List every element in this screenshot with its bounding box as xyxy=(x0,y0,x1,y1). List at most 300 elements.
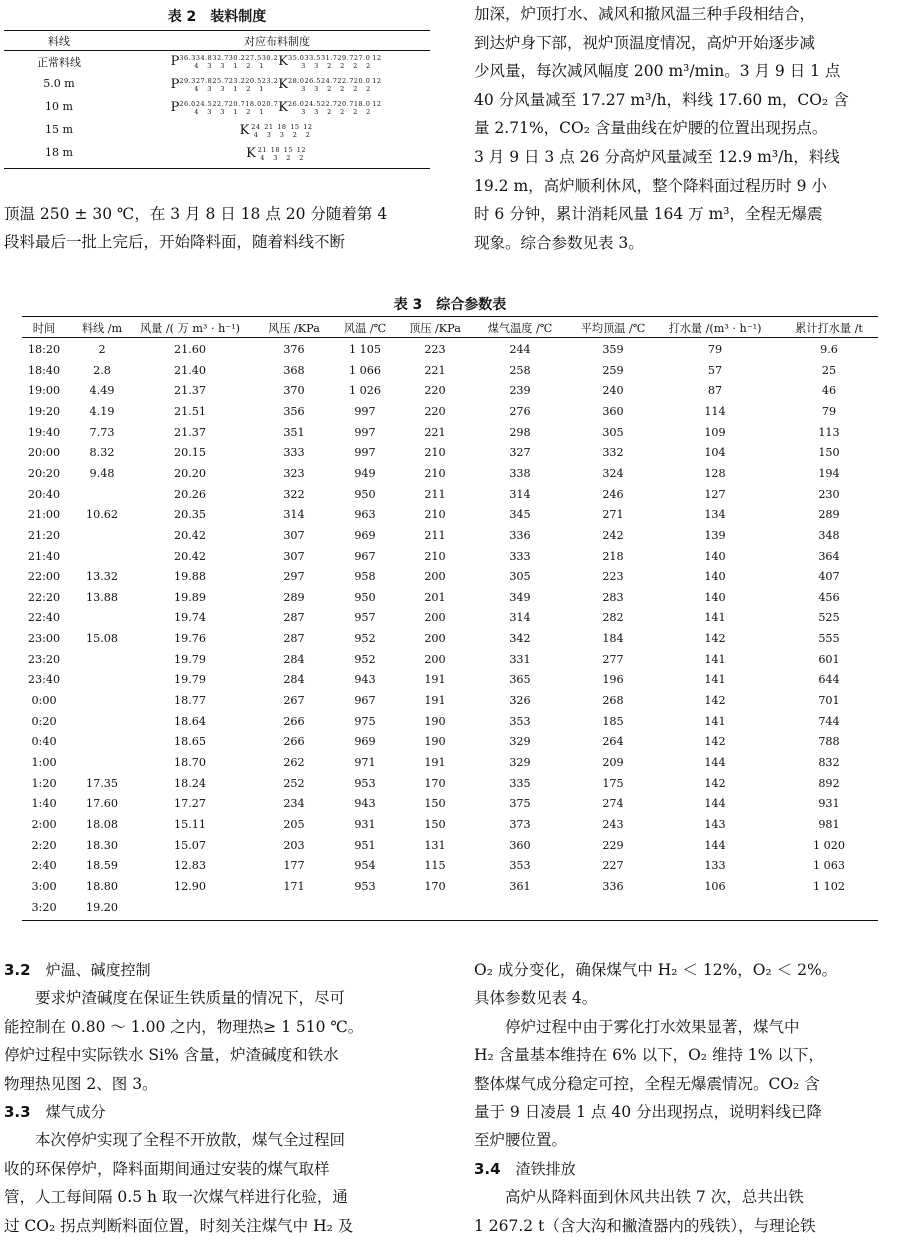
table3-cell: 115 xyxy=(424,859,446,873)
left-paragraph-line: 顶温 250 ± 30 ℃，在 3 月 8 日 18 点 20 分随着第 4 xyxy=(4,205,388,223)
table3-cell: 2 xyxy=(98,343,106,356)
table3-cell: 348 xyxy=(818,528,840,542)
right-paragraph-line: 40 分风量减至 17.27 m³/h，料线 17.60 m，CO₂ 含 xyxy=(474,90,849,109)
table3-cell: 287 xyxy=(283,611,305,625)
body-line: 本次停炉实现了全程不开放散，煤气全过程回 xyxy=(4,1131,346,1150)
angle-value: 20.7 xyxy=(228,100,246,108)
table3-cell: 0:00 xyxy=(31,694,57,708)
formula-symbol: P xyxy=(170,77,180,92)
ring-value: 2 xyxy=(353,62,358,70)
table3-header-cell: 风压 /KPa xyxy=(268,322,320,335)
formula-symbol: K xyxy=(246,146,256,161)
angle-value: 24.5 xyxy=(195,100,213,108)
table3-cell: 18.80 xyxy=(85,879,119,893)
table2-header-charging: 对应布料制度 xyxy=(244,35,310,48)
ring-value: 2 xyxy=(299,154,304,162)
table3-cell: 336 xyxy=(602,879,624,893)
table3-cell: 17.27 xyxy=(173,797,207,811)
body-line: 管，人工每间隔 0.5 h 取一次煤气样进行化验，通 xyxy=(4,1188,348,1207)
table3-cell: 21:20 xyxy=(27,528,61,542)
table3-cell: 329 xyxy=(509,756,531,769)
angle-value: 24 xyxy=(251,123,261,131)
table3-cell: 196 xyxy=(602,673,624,687)
table3-header-cell: 顶压 /KPa xyxy=(409,322,461,335)
table3-cell: 19:20 xyxy=(27,404,61,418)
table3-cell: 190 xyxy=(424,735,446,749)
ring-value: 2 xyxy=(340,62,345,70)
table3-cell: 184 xyxy=(602,632,624,646)
table3-cell: 969 xyxy=(354,735,376,749)
body-line: 停炉过程中由于雾化打水效果显著，煤气中 xyxy=(474,1017,800,1036)
table3-cell: 1 066 xyxy=(348,363,382,377)
table3-cell: 209 xyxy=(602,756,624,769)
table3 xyxy=(22,316,878,922)
table3-header-cell: 料线 /m xyxy=(81,322,123,335)
table3-cell: 997 xyxy=(354,404,376,418)
table3-cell: 150 xyxy=(818,446,840,460)
angle-value: 29.7 xyxy=(337,54,354,62)
table3-cell: 139 xyxy=(704,528,726,542)
table3-cell: 349 xyxy=(509,590,531,604)
table2-row xyxy=(4,77,430,99)
table3-row xyxy=(22,529,878,549)
table3-cell: 981 xyxy=(818,817,840,831)
table3-cell: 2:20 xyxy=(31,838,57,852)
table3-cell: 364 xyxy=(818,549,840,563)
table3-cell: 360 xyxy=(509,838,531,852)
table3-cell: 141 xyxy=(704,611,726,625)
ring-value: 3 xyxy=(273,154,278,162)
table3-cell: 18.65 xyxy=(173,735,207,749)
table3-cell: 177 xyxy=(283,859,305,873)
table3-cell: 194 xyxy=(818,466,840,480)
ring-value: 4 xyxy=(194,85,199,93)
formula-symbol: P xyxy=(170,100,180,115)
table3-cell: 1:20 xyxy=(31,776,57,790)
table3-cell: 368 xyxy=(283,363,305,377)
table3-cell: 19.76 xyxy=(173,632,207,646)
table3-row xyxy=(22,715,878,735)
table3-cell: 701 xyxy=(818,694,840,708)
table3-cell: 150 xyxy=(424,817,446,831)
table3-cell: 289 xyxy=(283,590,305,604)
right-paragraph-line: 19.2 m，高炉顺利休风，整个降料面过程历时 9 小 xyxy=(474,176,827,195)
table2-header-rule xyxy=(4,50,430,51)
table3-cell: 954 xyxy=(354,859,376,873)
formula-rings xyxy=(288,108,383,116)
formula-values xyxy=(288,77,383,93)
table3-cell: 131 xyxy=(424,838,446,852)
table3-cell: 17.35 xyxy=(85,776,119,790)
table3-cell: 2:40 xyxy=(31,859,57,873)
angle-value: 26.0 xyxy=(179,100,196,108)
ring-value: 2 xyxy=(366,108,371,116)
table3-cell: 274 xyxy=(602,797,624,811)
table3-cell: 952 xyxy=(354,632,376,646)
table3-cell: 4.19 xyxy=(89,404,115,418)
table3-cell: 223 xyxy=(424,343,446,356)
ring-value: 4 xyxy=(194,62,199,70)
body-line: 要求炉渣碱度在保证生铁质量的情况下，尽可 xyxy=(4,989,346,1008)
table3-cell: 267 xyxy=(283,694,305,708)
table3-cell: 282 xyxy=(602,611,624,625)
table3-cell: 23:00 xyxy=(27,632,61,646)
section-3-4-heading xyxy=(474,1155,900,1183)
ring-value: 3 xyxy=(314,108,319,116)
ring-value: 2 xyxy=(353,85,358,93)
ring-value: 1 xyxy=(259,108,264,116)
table3-row xyxy=(22,364,878,384)
ring-value: 3 xyxy=(207,62,212,70)
table3-cell: 314 xyxy=(283,508,305,522)
table3-cell: 218 xyxy=(602,549,624,563)
table3-row xyxy=(22,343,878,363)
angle-value: 31.7 xyxy=(320,54,338,62)
table2-bottom-rule xyxy=(4,168,430,169)
table3-cell: 788 xyxy=(818,735,840,749)
ring-value: 2 xyxy=(327,108,332,116)
table3-cell: 9.6 xyxy=(820,343,838,356)
right-paragraph-line: 加深，炉顶打水、减风和撤风温三种手段相结合， xyxy=(474,5,816,23)
table3-cell: 23:20 xyxy=(27,652,61,666)
table3-cell: 20.20 xyxy=(173,466,207,480)
table3-cell: 361 xyxy=(509,879,531,893)
angle-value: 28.0 xyxy=(287,77,305,85)
ring-value: 2 xyxy=(327,85,332,93)
formula-rings xyxy=(249,131,314,139)
table3-cell: 298 xyxy=(509,425,531,439)
angle-value: 12 xyxy=(296,146,306,154)
table2-header xyxy=(4,33,430,55)
table3-cell: 345 xyxy=(509,508,531,522)
table3-header-cell: 风温 /℃ xyxy=(343,322,387,335)
angle-value: 30.2 xyxy=(228,54,246,62)
angle-value: 27.8 xyxy=(195,77,213,85)
formula-values xyxy=(288,100,383,116)
table3-cell: 323 xyxy=(283,466,305,480)
table3-cell: 18.08 xyxy=(85,817,119,831)
formula-values xyxy=(179,54,278,70)
table2-formula-cell xyxy=(124,100,430,116)
table2-line-cell: 10 m xyxy=(45,100,73,113)
table3-cell: 170 xyxy=(424,776,446,790)
table3-cell: 958 xyxy=(354,570,376,584)
table3-cell: 79 xyxy=(821,404,837,418)
table3-cell: 18:20 xyxy=(27,343,61,356)
ring-value: 2 xyxy=(340,108,345,116)
table3-cell: 203 xyxy=(283,838,305,852)
table3-cell: 20:20 xyxy=(27,466,61,480)
formula-symbol: K xyxy=(278,100,288,115)
formula-rings xyxy=(288,62,383,70)
table3-header-rule xyxy=(22,337,878,338)
table3-row xyxy=(22,467,878,487)
table3-cell: 171 xyxy=(283,879,305,893)
table3-cell: 15.07 xyxy=(173,838,207,852)
angle-value: 30.2 xyxy=(261,54,279,62)
formula-rings xyxy=(179,108,278,116)
table3-cell: 283 xyxy=(602,590,624,604)
table3-cell: 252 xyxy=(283,776,305,790)
table3-cell: 284 xyxy=(283,652,305,666)
ring-value: 1 xyxy=(233,108,238,116)
table3-row xyxy=(22,839,878,859)
angle-value: 23.2 xyxy=(261,77,279,85)
section-title: 煤气成分 xyxy=(45,1103,106,1122)
table3-cell: 21:00 xyxy=(27,508,61,522)
table3-cell: 221 xyxy=(424,363,446,377)
table3-cell: 19.89 xyxy=(173,590,207,604)
table3-cell: 140 xyxy=(704,549,726,563)
table3-cell: 338 xyxy=(509,466,531,480)
table3-cell: 376 xyxy=(283,343,305,356)
section-3-2-heading xyxy=(4,956,434,984)
table3-cell: 951 xyxy=(354,838,376,852)
formula-symbol: K xyxy=(278,54,288,69)
table3-cell: 239 xyxy=(509,384,531,398)
table3-cell: 326 xyxy=(509,694,531,708)
ring-value: 3 xyxy=(220,108,225,116)
table3-cell: 142 xyxy=(704,776,726,790)
table3-header-cell: 累计打水量 /t xyxy=(795,322,863,335)
table3-cell: 7.73 xyxy=(89,425,115,439)
table2-line-cell: 正常料线 xyxy=(37,56,81,69)
table3-cell: 20.42 xyxy=(173,549,207,563)
table3-cell: 360 xyxy=(602,404,624,418)
formula-angles xyxy=(288,100,383,108)
table3-cell: 975 xyxy=(354,714,376,728)
table3-cell: 21.37 xyxy=(173,384,207,398)
table3-cell: 322 xyxy=(283,487,305,501)
table3-cell: 144 xyxy=(704,838,726,852)
table3-cell: 333 xyxy=(283,446,305,460)
angle-value: 12 xyxy=(372,100,382,108)
table3-cell: 20:40 xyxy=(27,487,61,501)
table3-cell: 950 xyxy=(354,487,376,501)
table3-cell: 314 xyxy=(509,611,531,625)
table3-cell: 23:40 xyxy=(27,673,61,687)
table3-cell: 240 xyxy=(602,384,624,398)
ring-value: 3 xyxy=(314,85,319,93)
right-paragraph-line: 量 2.71%，CO₂ 含量曲线在炉腰的位置出现拐点。 xyxy=(474,119,828,138)
table3-cell: 0:40 xyxy=(31,735,57,749)
table3-cell: 141 xyxy=(704,673,726,687)
table3-cell: 191 xyxy=(424,756,446,769)
table2-line-cell: 5.0 m xyxy=(43,77,75,90)
table3-cell: 46 xyxy=(821,384,837,398)
table3-cell: 370 xyxy=(283,384,305,398)
table3-cell: 20.15 xyxy=(173,446,207,460)
table3-cell: 200 xyxy=(424,611,446,625)
formula-values xyxy=(249,123,314,139)
table3-cell: 229 xyxy=(602,838,624,852)
table3-cell: 327 xyxy=(509,446,531,460)
table2-line-cell: 15 m xyxy=(45,123,73,136)
angle-value: 20.5 xyxy=(245,77,262,85)
table3-cell: 10.62 xyxy=(85,508,119,522)
table2-top-rule xyxy=(4,30,430,31)
formula-angles xyxy=(256,146,308,154)
angle-value: 32.7 xyxy=(212,54,229,62)
table3-cell: 144 xyxy=(704,756,726,769)
table2-row xyxy=(4,100,430,122)
angle-value: 24.5 xyxy=(304,100,321,108)
left-paragraph-line: 段料最后一批上完后，开始降料面，随着料线不断 xyxy=(4,233,346,252)
ring-value: 3 xyxy=(301,108,306,116)
angle-value: 18.0 xyxy=(353,100,371,108)
table3-cell: 185 xyxy=(602,714,624,728)
table3-cell: 21.37 xyxy=(173,425,207,439)
table3-cell: 356 xyxy=(283,404,305,418)
table3-cell: 150 xyxy=(424,797,446,811)
table3-cell: 18.24 xyxy=(173,776,207,790)
table3-row xyxy=(22,880,878,900)
table3-cell: 18.64 xyxy=(173,714,207,728)
table3-cell: 952 xyxy=(354,652,376,666)
table3-cell: 104 xyxy=(704,446,726,460)
table3-cell: 601 xyxy=(818,652,840,666)
table3-cell: 141 xyxy=(704,652,726,666)
table3-cell: 287 xyxy=(283,632,305,646)
angle-value: 12 xyxy=(372,77,382,85)
table3-cell: 13.88 xyxy=(85,590,119,604)
table3-cell: 141 xyxy=(704,714,726,728)
table3-cell: 336 xyxy=(509,528,531,542)
table3-cell: 950 xyxy=(354,590,376,604)
angle-value: 20.7 xyxy=(337,100,354,108)
table3-cell: 200 xyxy=(424,570,446,584)
table3-cell: 943 xyxy=(354,797,376,811)
formula-symbol: K xyxy=(278,77,288,92)
table3-cell: 191 xyxy=(424,673,446,687)
table3-cell: 134 xyxy=(704,508,726,522)
table3-cell: 1 102 xyxy=(812,879,846,893)
table3-row xyxy=(22,694,878,714)
ring-value: 4 xyxy=(253,131,258,139)
formula-angles xyxy=(288,54,383,62)
right-paragraph xyxy=(474,0,900,257)
table3-cell: 744 xyxy=(818,714,840,728)
table3-cell: 4.49 xyxy=(89,384,115,398)
ring-value: 1 xyxy=(259,62,264,70)
left-paragraph xyxy=(4,200,434,257)
table3-cell: 967 xyxy=(354,549,376,563)
ring-value: 2 xyxy=(246,62,251,70)
ring-value: 4 xyxy=(260,154,265,162)
table2-row xyxy=(4,54,430,76)
table3-cell: 22:20 xyxy=(27,590,61,604)
table3-cell: 13.32 xyxy=(85,570,119,584)
table3-cell: 307 xyxy=(283,549,305,563)
section-3-2 xyxy=(4,956,434,1240)
table3-cell: 1 020 xyxy=(812,838,846,852)
ring-value: 3 xyxy=(301,85,306,93)
section-number: 3.2 xyxy=(4,961,31,979)
table3-cell: 305 xyxy=(509,570,531,584)
table3-cell: 353 xyxy=(509,714,531,728)
angle-value: 15 xyxy=(290,123,300,131)
table2 xyxy=(4,30,430,170)
table3-cell: 133 xyxy=(704,859,726,873)
body-line: H₂ 含量基本维持在 6% 以下，O₂ 维持 1% 以下， xyxy=(474,1046,824,1065)
table3-cell: 142 xyxy=(704,735,726,749)
table3-row xyxy=(22,818,878,838)
ring-value: 2 xyxy=(327,62,332,70)
table3-cell: 25 xyxy=(821,363,837,377)
table3-cell: 1:40 xyxy=(31,797,57,811)
table3-cell: 305 xyxy=(602,425,624,439)
table2-formula-cell xyxy=(124,123,430,139)
table3-cell: 931 xyxy=(354,817,376,831)
table3-cell: 210 xyxy=(424,446,446,460)
formula-angles xyxy=(179,77,278,85)
formula-angles xyxy=(179,54,278,62)
table3-cell: 200 xyxy=(424,652,446,666)
table2-formula-cell xyxy=(124,77,430,93)
ring-value: 3 xyxy=(266,131,271,139)
table3-cell: 12.90 xyxy=(173,879,207,893)
table3-cell: 143 xyxy=(704,817,726,831)
table3-cell: 234 xyxy=(283,797,305,811)
table3-cell: 262 xyxy=(283,756,305,769)
table3-cell: 264 xyxy=(602,735,624,749)
table3-cell: 266 xyxy=(283,735,305,749)
table3-cell: 114 xyxy=(704,404,726,418)
table3-cell: 997 xyxy=(354,446,376,460)
body-line: 至炉腰位置。 xyxy=(474,1131,568,1150)
table3-header-cell: 煤气温度 /℃ xyxy=(487,322,553,335)
angle-value: 27.0 xyxy=(353,54,371,62)
table3-cell: 220 xyxy=(424,404,446,418)
table3-cell: 307 xyxy=(283,528,305,542)
table3-cell: 963 xyxy=(354,508,376,522)
table3-cell: 142 xyxy=(704,632,726,646)
table3-cell: 892 xyxy=(818,776,840,790)
angle-value: 36.3 xyxy=(179,54,196,62)
table3-cell: 259 xyxy=(602,363,624,377)
angle-value: 35.0 xyxy=(287,54,305,62)
table3-cell: 127 xyxy=(704,487,726,501)
angle-value: 18 xyxy=(277,123,287,131)
table3-cell: 113 xyxy=(818,425,840,439)
table3-row xyxy=(22,446,878,466)
table3-cell: 953 xyxy=(354,879,376,893)
table3-cell: 230 xyxy=(818,487,840,501)
table3-row xyxy=(22,797,878,817)
ring-value: 2 xyxy=(286,154,291,162)
table3-cell: 555 xyxy=(818,632,840,646)
table2-row xyxy=(4,146,430,168)
body-line: 高炉从降料面到休风共出铁 7 次，总共出铁 xyxy=(474,1188,804,1207)
table3-header-cell: 打水量 /(m³ · h⁻¹) xyxy=(668,322,762,335)
table3-cell: 351 xyxy=(283,425,305,439)
formula-rings xyxy=(256,154,308,162)
table3-cell: 19.88 xyxy=(173,570,207,584)
table3-cell: 971 xyxy=(354,756,376,769)
right-paragraph-line: 到达炉身下部，视炉顶温度情况，高炉开始逐步减 xyxy=(474,33,816,52)
ring-value: 1 xyxy=(233,85,238,93)
formula-angles xyxy=(288,77,383,85)
table3-cell: 277 xyxy=(602,652,624,666)
table3-cell: 289 xyxy=(818,508,840,522)
table3-row xyxy=(22,611,878,631)
table3-cell: 276 xyxy=(509,404,531,418)
table3-cell: 8.32 xyxy=(89,446,115,460)
table3-cell: 20.42 xyxy=(173,528,207,542)
table3-row xyxy=(22,653,878,673)
table3-cell: 200 xyxy=(424,632,446,646)
table3-cell: 106 xyxy=(704,879,726,893)
